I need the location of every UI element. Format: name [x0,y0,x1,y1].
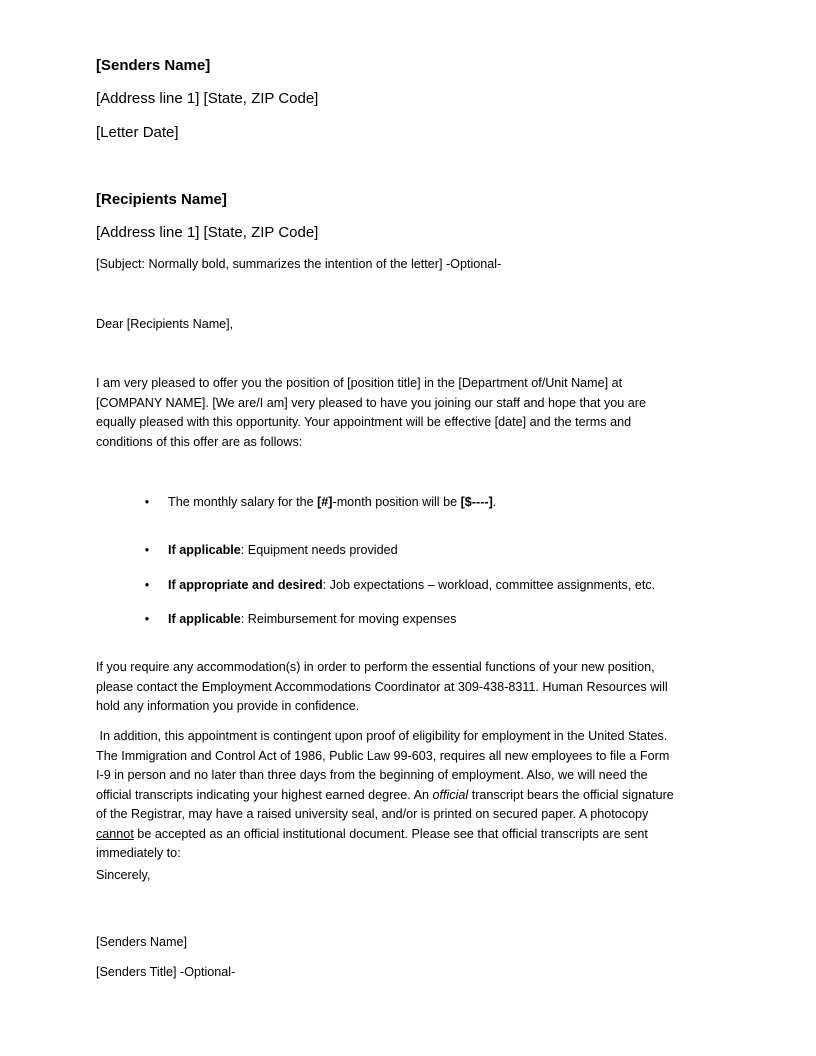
intro-line: I am very pleased to offer you the position of [position title] in the [Department of/Unit Name] at [96,376,623,390]
recipient-address: [Address line 1] [State, ZIP Code] [96,224,319,241]
bullet-icon: • [144,495,150,509]
bullet-icon: • [144,612,150,626]
intro-line: [COMPANY NAME]. [We are/I am] very pleased to have you joining our staff and hope that you are [96,395,646,410]
signature-name: [Senders Name] [96,935,187,949]
closing: Sincerely, [96,868,151,882]
terms-item-text: If appropriate and desired: Job expectations – workload, committee assignments, etc. [168,578,656,592]
eligibility-line: I-9 in person and no later than three days from the beginning of employment. Also, we will need the [96,768,648,782]
salutation: Dear [Recipients Name], [96,317,234,331]
eligibility-line: of the Registrar, may have a raised university seal, and/or is printed on secured paper. A photocopy [96,807,649,821]
accommodation-line: If you require any accommodation(s) in order to perform the essential functions of your new position, [96,660,655,674]
subject-line: [Subject: Normally bold, summarizes the intention of the letter] -Optional- [96,257,502,271]
sender-address: [Address line 1] [State, ZIP Code] [96,90,319,107]
eligibility-line: The Immigration and Control Act of 1986, Public Law 99-603, requires all new employees to file a Form [96,748,670,763]
intro-paragraph [96,374,726,452]
recipient-name: [Recipients Name] [96,191,227,208]
signature-title: [Senders Title] -Optional- [96,965,236,979]
terms-item-text: If applicable: Equipment needs provided [168,543,398,557]
letter-date: [Letter Date] [96,124,179,141]
bullet-icon: • [144,543,150,557]
eligibility-line: immediately to: [96,846,181,860]
accommodation-line: hold any information you provide in confidence. [96,699,360,713]
intro-line: equally pleased with this opportunity. Your appointment will be effective [date] and the terms and [96,415,632,429]
eligibility-line: cannot be accepted as an official institutional document. Please see that official transcripts are sent [96,826,648,841]
accommodation-line: please contact the Employment Accommodations Coordinator at 309-438-8311. Human Resources will [96,679,668,694]
eligibility-paragraph [96,727,726,864]
cannot-emphasis: cannot [96,826,134,841]
eligibility-line: official transcripts indicating your highest earned degree. An official transcript bears the official signature [96,787,674,802]
official-emphasis: official [432,787,469,802]
terms-item-text: If applicable: Reimbursement for moving expenses [168,612,457,626]
intro-line: conditions of this offer are as follows: [96,434,303,449]
bullet-icon: • [144,578,150,592]
sender-name: [Senders Name] [96,57,211,74]
eligibility-line: In addition, this appointment is contingent upon proof of eligibility for employment in the United States. [96,729,668,743]
terms-item-text: The monthly salary for the [#]-month position will be [$----]. [168,495,497,509]
accommodation-paragraph [96,658,726,717]
